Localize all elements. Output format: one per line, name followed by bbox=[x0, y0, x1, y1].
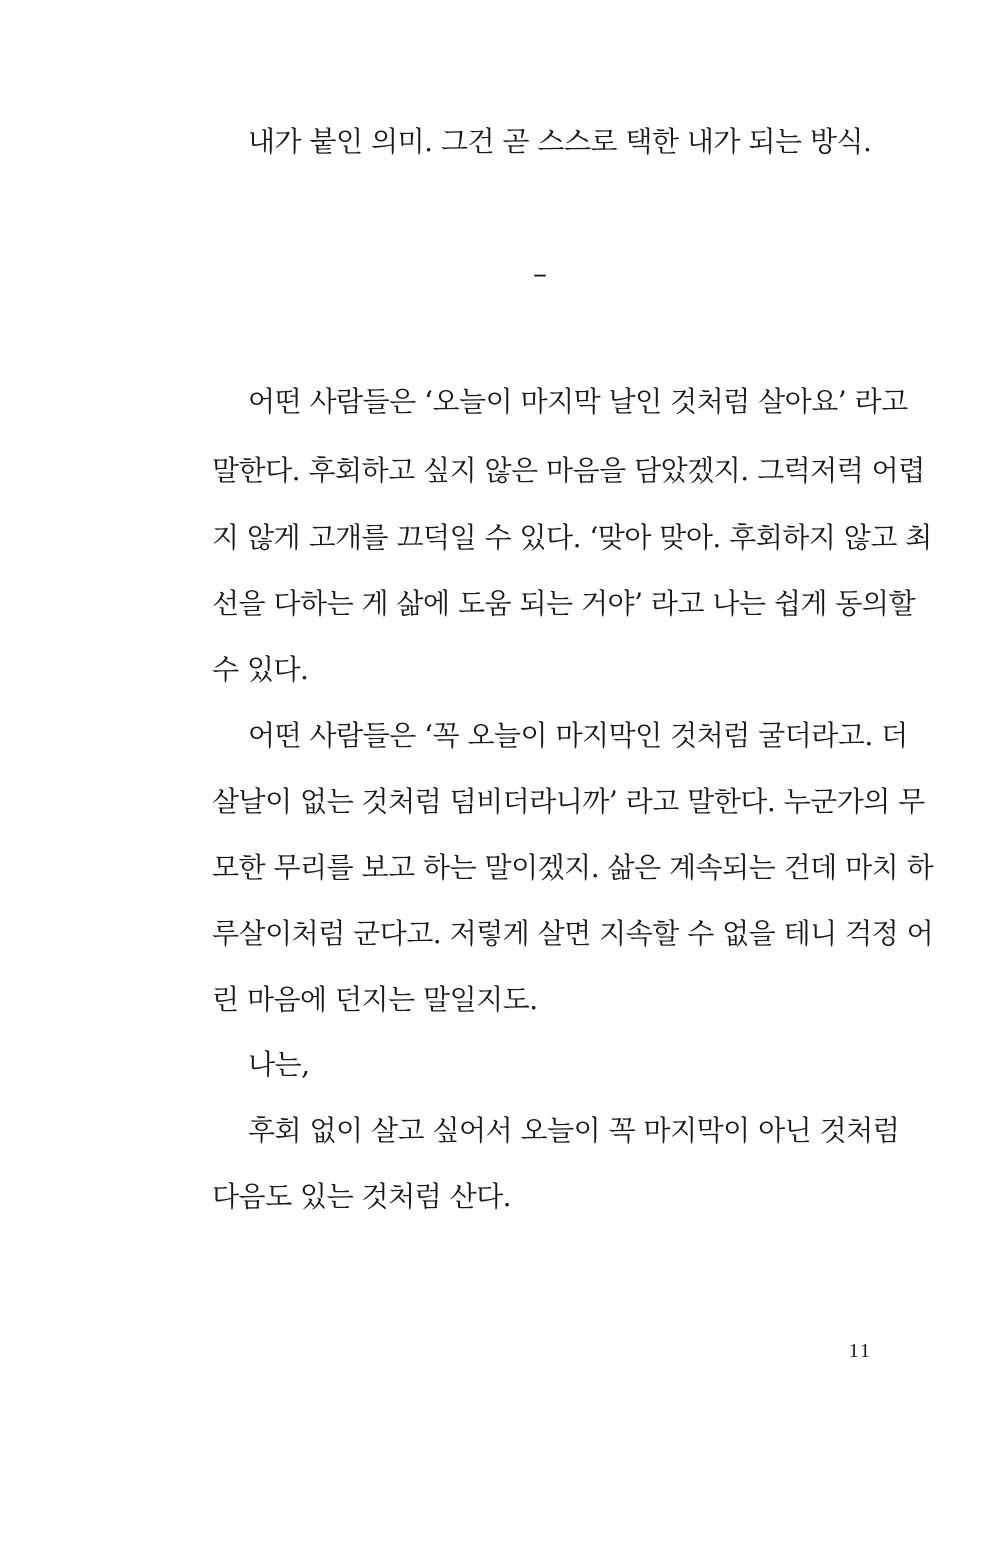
section-break: – bbox=[533, 257, 547, 290]
paragraph-line: 말한다. 후회하고 싶지 않은 마음을 담았겠지. 그럭저럭 어렵 bbox=[212, 454, 925, 487]
paragraph-line: 후회 없이 살고 싶어서 오늘이 꼭 마지막이 아닌 것처럼 bbox=[248, 1114, 900, 1147]
paragraph-line: 루살이처럼 군다고. 저렇게 살면 지속할 수 없을 테니 걱정 어 bbox=[212, 917, 934, 950]
paragraph-line: 다음도 있는 것처럼 산다. bbox=[212, 1180, 512, 1213]
page-number: 11 bbox=[848, 1340, 872, 1362]
paragraph-line: 지 않게 고개를 끄덕일 수 있다. ‘맞아 맞아. 후회하지 않고 최 bbox=[212, 521, 932, 554]
opening-line: 내가 붙인 의미. 그건 곧 스스로 택한 내가 되는 방식. bbox=[248, 125, 872, 158]
paragraph-line: 수 있다. bbox=[212, 653, 309, 686]
paragraph-line: 어떤 사람들은 ‘오늘이 마지막 날인 것처럼 살아요’ 라고 bbox=[248, 385, 908, 418]
paragraph-line: 선을 다하는 게 삶에 도움 되는 거야’ 라고 나는 쉽게 동의할 bbox=[212, 587, 916, 620]
paragraph-line: 어떤 사람들은 ‘꼭 오늘이 마지막인 것처럼 굴더라고. 더 bbox=[248, 719, 908, 752]
paragraph-line: 살날이 없는 것처럼 덤비더라니까’ 라고 말한다. 누군가의 무 bbox=[212, 785, 925, 818]
paragraph-line: 린 마음에 던지는 말일지도. bbox=[212, 983, 538, 1016]
paragraph-line: 모한 무리를 보고 하는 말이겠지. 삶은 계속되는 건데 마치 하 bbox=[212, 851, 934, 884]
paragraph-3: 나는, bbox=[248, 1048, 310, 1081]
